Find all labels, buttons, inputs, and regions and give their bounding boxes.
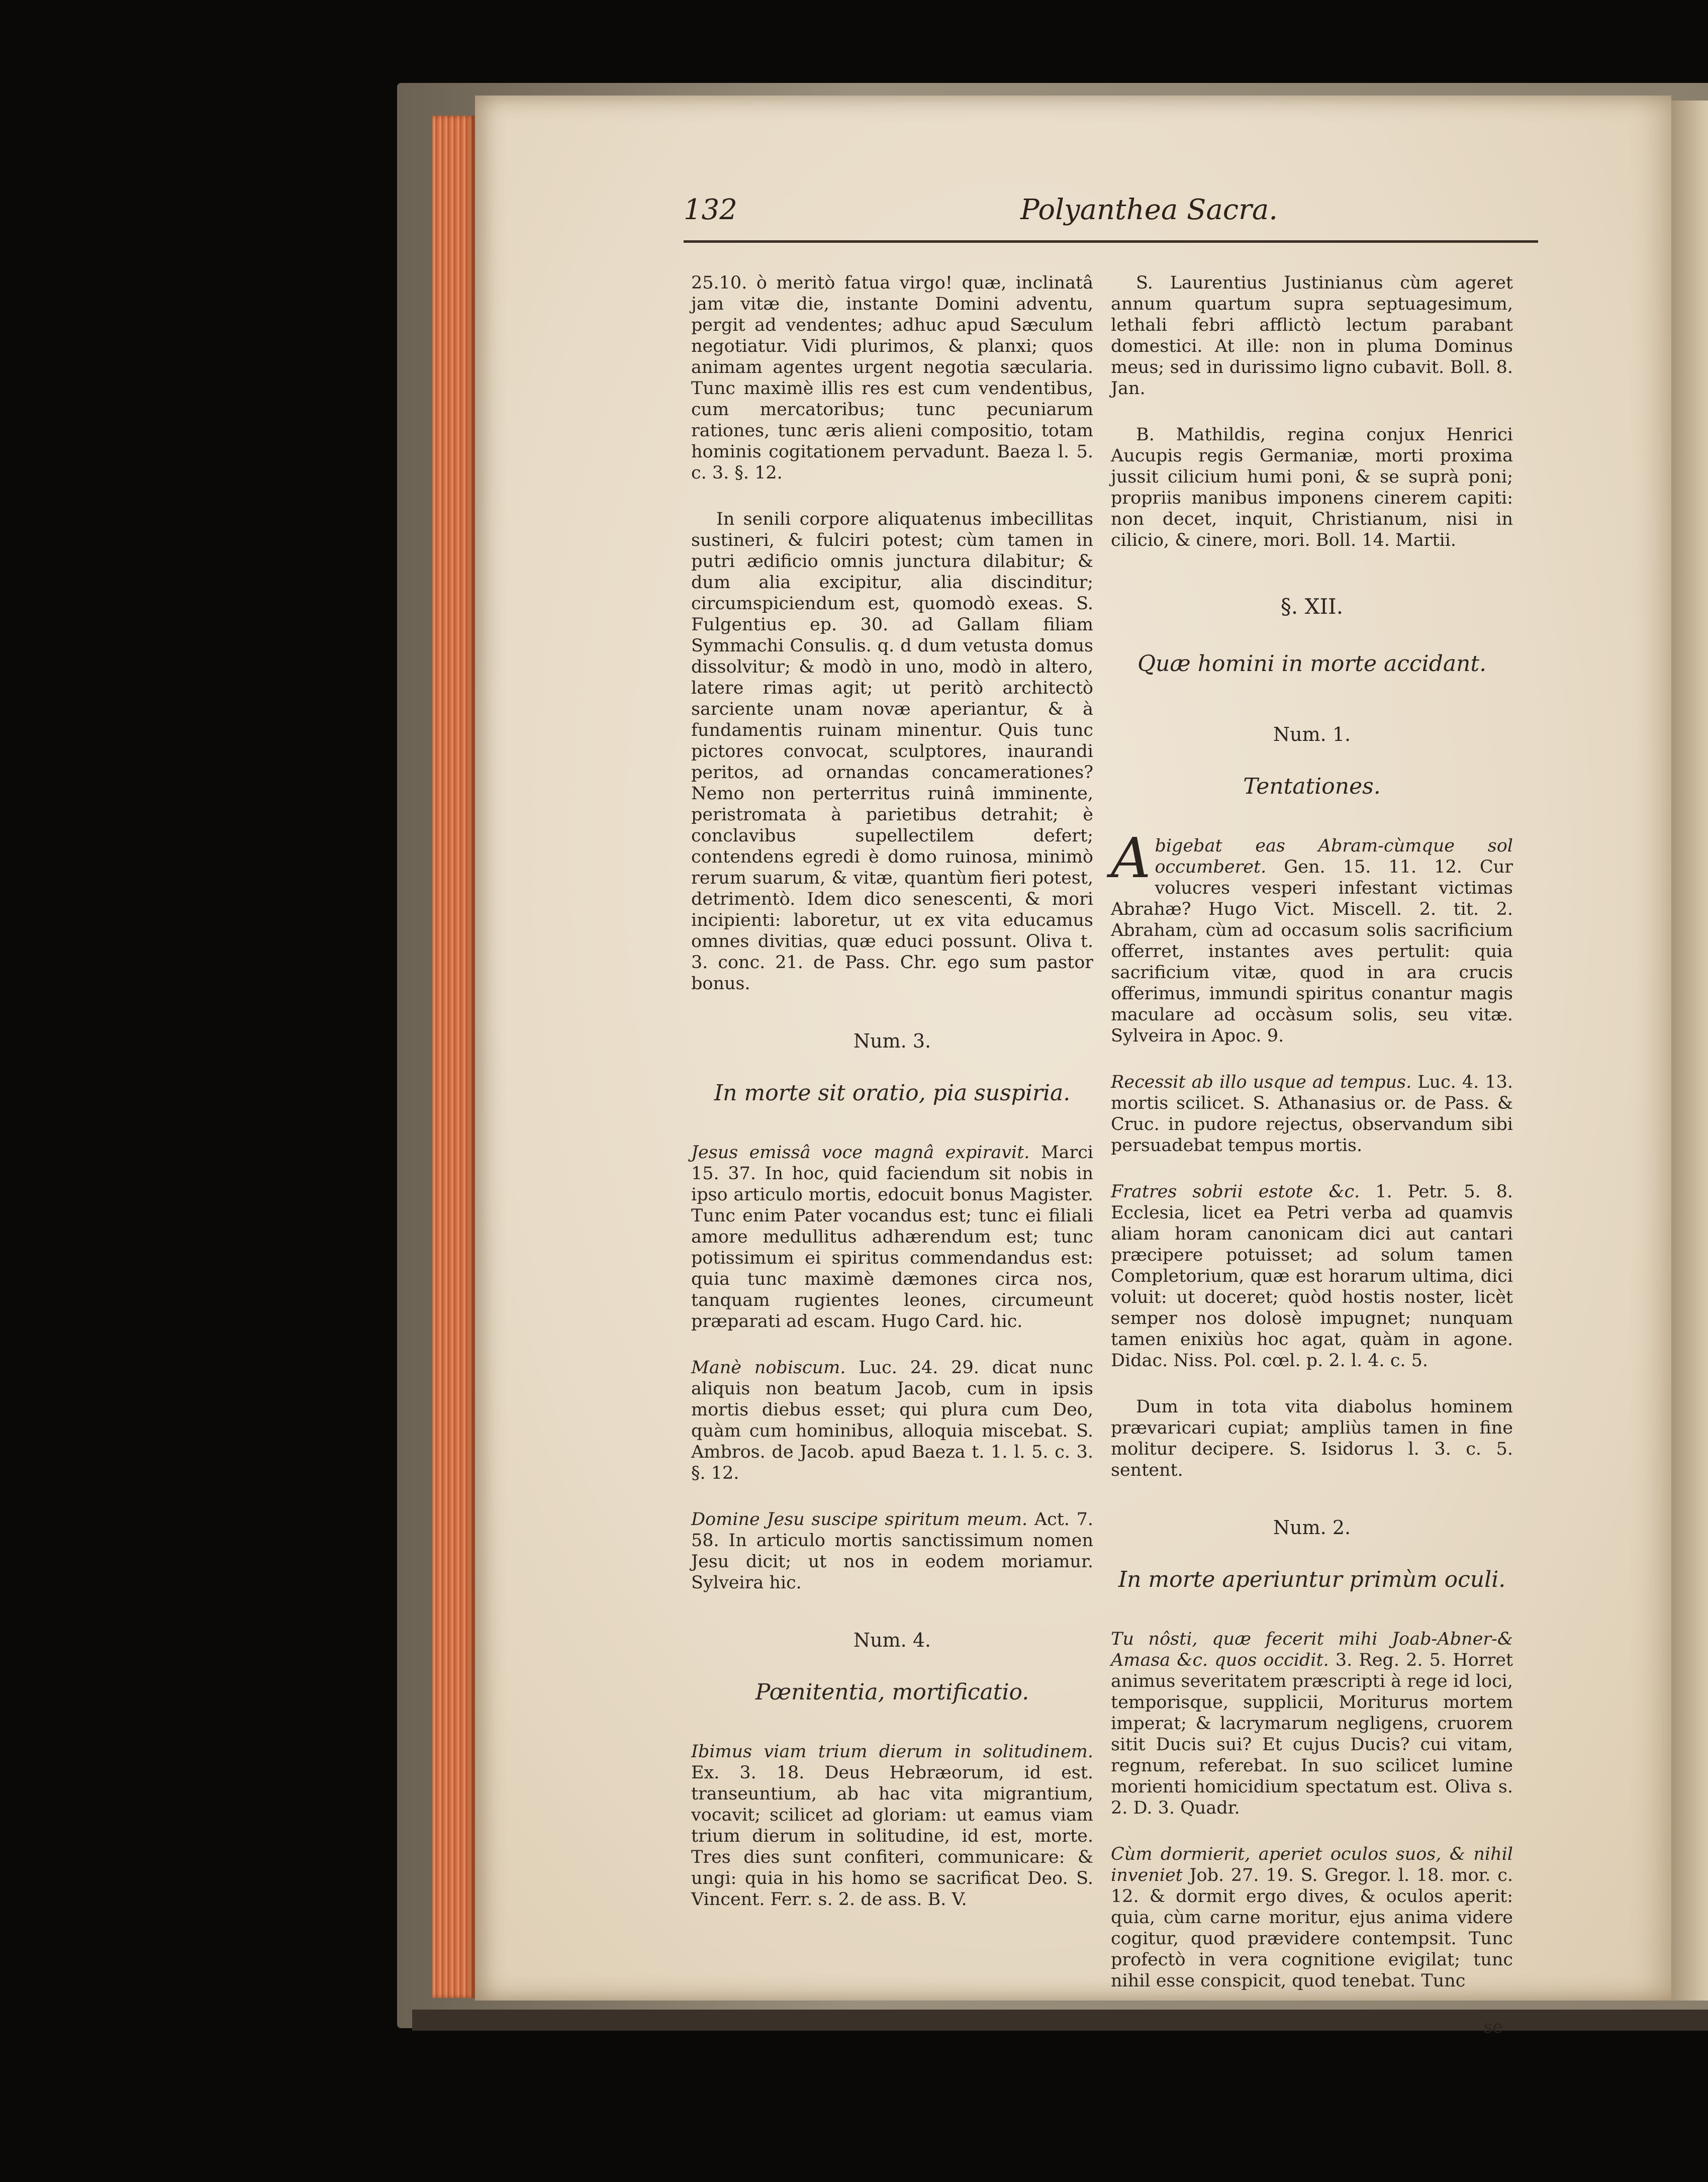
paragraph: 3. Reg. 2. 5. Horret animus severitatem præscripti à rege id loci, temporisque, supplicii, Moriturus mortem imperat; & lacrymarum negligens, cruorem sitit Ducis sui? Et cujus Ducis? cui vitam, regnum, referebat. In suo scilicet lumine morienti homicidium spectatum est. Oliva s. 2. D. 3. Quadr. [1111, 1650, 1513, 1818]
chapter-title: Quæ homini in morte accidant. [1137, 651, 1487, 677]
scripture-quote: Manè nobiscum. [691, 1358, 846, 1378]
paragraph: Luc. 4. 13. mortis scilicet. S. Athanasius or. de Pass. & Cruc. in pudore rejectus, observandum sibi persuadebat tempus mortis. [1111, 1072, 1513, 1156]
scripture-quote: Fratres sobrii estote &c. [1111, 1182, 1360, 1202]
right-column [1111, 251, 1513, 2059]
scripture-quote: Domine Jesu suscipe spiritum meum. [691, 1509, 1028, 1530]
page-number: 132 [684, 194, 737, 226]
section-number: Num. 3. [853, 1030, 931, 1052]
paragraph: 1. Petr. 5. 8. Ecclesia, licet ea Petri verba ad quamvis aliam horam canonicam dici aut cantari præcipere potuisset; ad solum tamen Completorium, quæ est horarum ultima, dici voluit: ut doceret; quòd hostis noster, licèt semper nos dolosè impugnet; nunquam tamen enixiùs hoc agat, quàm in agone. Didac. Niss. Pol. cœl. p. 2. l. 4. c. 5. [1111, 1182, 1513, 1371]
section-title: In morte sit oratio, pia suspiria. [714, 1080, 1071, 1106]
header-rule [684, 240, 1538, 243]
left-column [691, 251, 1093, 1935]
paragraph: In senili corpore aliquatenus imbecillitas sustineri, & fulciri potest; cùm tamen in putri ædificio omnis junctura dilabitur; & dum alia excipitur, alia discinditur; circumspiciendum est, quomodò exeas. S. Fulgentius ep. 30. ad Gallam filiam Symmachi Consulis. q. d dum vetusta domus dissolvitur; & modò in uno, modò in altero, latere rimas agit; ut peritò architectò sarciente unam novæ aperiantur, & à fundamentis ruinam minentur. Quis tunc pictores convocat, sculptores, inaurandi peritos, ad ornandas concamerationes? Nemo non perterritus ruinâ imminente, peristromata à parietibus detrahit; è conclavibus supellectilem defert; contendens egredi è domo ruinosa, minimò rerum suarum, & vitæ, quantùm fieri potest, detrimentò. Idem dico senescenti, & mori incipienti: laboretur, ut ex vita educamus omnes divitias, quæ educi possunt. Oliva t. 3. conc. 21. de Pass. Chr. ego sum pastor bonus. [691, 509, 1093, 994]
running-title: Polyanthea Sacra. [1020, 194, 1278, 226]
paragraph: Act. 7. 58. In articulo mortis sanctissimum nomen Jesu dicit; ut nos in eodem moriamur. Sylveira hic. [691, 1509, 1093, 1593]
scripture-quote: Cùm dormierit, aperiet oculos suos, & nihil inveniet [1111, 1844, 1513, 1885]
paragraph: Job. 27. 19. S. Gregor. l. 18. mor. c. 12. & dormit ergo dives, & oculos aperit: quia, cùm carne moritur, ejus anima videre cogitur, quod prævidere contempsit. Tunc profectò in vera cognitione evigilat; tunc nihil esse conspicit, quod tenebat. Tunc [1111, 1865, 1513, 1991]
section-title: In morte aperiuntur primùm oculi. [1118, 1567, 1506, 1592]
paragraph: Ex. 3. 18. Deus Hebræorum, id est. transeuntium, ab hac vita migrantium, vocavit; scilicet ad gloriam: ut eamus viam trium dierum in solitudine, id est, morte. Tres dies sunt confiteri, communicare: & ungi: quia in his homo se sacrificat Deo. S. Vincent. Ferr. s. 2. de ass. B. V. [691, 1763, 1093, 1910]
running-head [684, 194, 1538, 239]
paragraph: B. Mathildis, regina conjux Henrici Aucupis regis Germaniæ, morti proxima jussit cilicium humi poni, & se suprà poni; propriis manibus imponens cinerem capiti: non decet, inquit, Christianum, nisi in cilicio, & cinere, mori. Boll. 14. Martii. [1111, 425, 1513, 550]
paragraph: Dum in tota vita diabolus hominem prævaricari cupiat; ampliùs tamen in fine molitur decipere. S. Isidorus l. 3. c. 5. sentent. [1111, 1397, 1513, 1480]
section-number: Num. 4. [853, 1629, 931, 1651]
paragraph: 25.10. ò meritò fatua virgo! quæ, inclinatâ jam vitæ die, instante Domini adventu, pergit ad vendentes; adhuc apud Sæculum negotiatur. Vidi plurimos, & planxi; quos animam agentes urgent negotia sæcularia. Tunc maximè illis res est cum vendentibus, cum mercatoribus; tunc pecuniarum rationes, tunc æris alieni compositio, totam hominis cogitationem pervadunt. Baeza l. 5. c. 3. §. 12. [691, 273, 1093, 483]
catchword: se [1483, 2017, 1503, 2037]
chapter-heading: §. XII. [1280, 594, 1344, 619]
scripture-quote: Recessit ab illo usque ad tempus. [1111, 1072, 1412, 1092]
drop-cap: A [1111, 826, 1151, 890]
page-edges [432, 116, 475, 1998]
section-number: Num. 2. [1273, 1516, 1351, 1539]
paragraph: Luc. 24. 29. dicat nunc aliquis non beatum Jacob, cum in ipsis mortis diebus esset; qui plura cum Deo, quàm cum hominibus, alloquia miscebat. S. Ambros. de Jacob. apud Baeza t. 1. l. 5. c. 3. §. 12. [691, 1358, 1093, 1483]
paragraph: Marci 15. 37. In hoc, quid faciendum sit nobis in ipso articulo mortis, edocuit bonus Magister. Tunc enim Pater vocandus est; tunc ei filiali amore medullitus adhærendum est; tunc potissimum ei spiritus commendandus est: quia tunc maximè dæmones circa nos, tanquam rugientes leones, circumeunt præparati ad escam. Hugo Card. hic. [691, 1143, 1093, 1332]
paragraph: Gen. 15. 11. 12. Cur volucres vesperi infestant victimas Abrahæ? Hugo Vict. Miscell. 2. tit. 2. Abraham, cùm ad occasum solis sacrificium offerret, instantes aves pertulit: quia sacrificium vitæ, quod in ara crucis offerimus, immundi spiritus conantur magis maculare ad occàsum solis, seu vitæ. Sylveira in Apoc. 9. [1111, 857, 1513, 1046]
scripture-quote: Ibimus viam trium dierum in solitudinem. [691, 1742, 1093, 1762]
paragraph: S. Laurentius Justinianus cùm ageret annum quartum supra septuagesimum, lethali febri afflictò lectum parabant domestici. At ille: non in pluma Dominus meus; sed in durissimo ligno cubavit. Boll. 8. Jan. [1111, 273, 1513, 399]
facing-page-edge [1671, 101, 1708, 2001]
scripture-quote: Jesus emissâ voce magnâ expiravit. [691, 1143, 1030, 1163]
book-cover-bottom-edge [412, 2010, 1708, 2031]
scripture-quote: Tu nôsti, quæ fecerit mihi Joab-Abner-& Amasa &c. quos occidit. [1111, 1629, 1513, 1670]
scripture-quote: bigebat eas Abram-cùmque sol occumberet. [1155, 836, 1513, 877]
section-title: Tentationes. [1243, 774, 1381, 799]
section-number: Num. 1. [1273, 723, 1351, 745]
section-title: Pœnitentia, mortificatio. [755, 1679, 1029, 1705]
